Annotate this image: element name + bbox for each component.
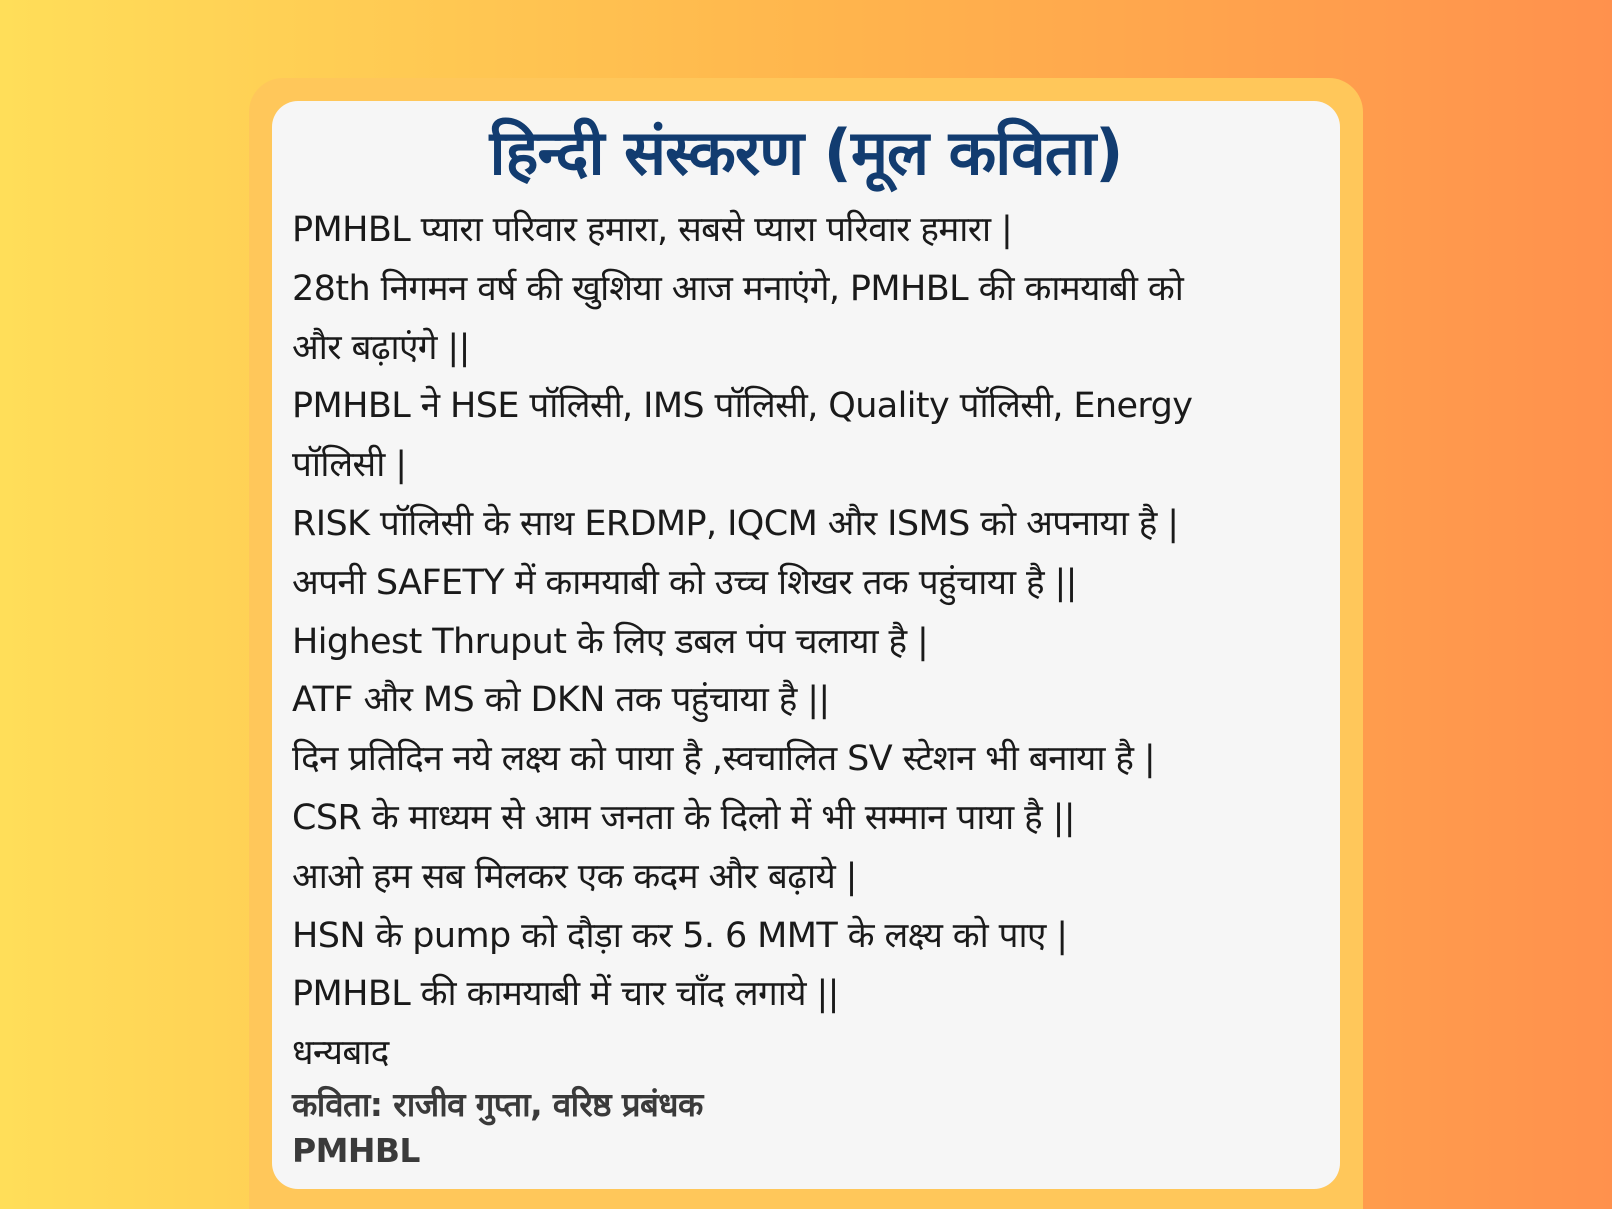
poem-line: और बढ़ाएंगे || <box>292 327 470 368</box>
page-title: हिन्दी संस्करण (मूल कविता) <box>489 116 1123 189</box>
thanks-text: धन्यबाद <box>292 1033 389 1074</box>
poem-line: CSR के माध्यम से आम जनता के दिलो में भी सम्मान पाया है || <box>292 797 1075 838</box>
poem-line: अपनी SAFETY में कामयाबी को उच्च शिखर तक पहुंचाया है || <box>292 562 1077 603</box>
poem-line: ATF और MS को DKN तक पहुंचाया है || <box>292 680 830 721</box>
poem-line: 28th निगमन वर्ष की खुशिया आज मनाएंगे, PMHBL की कामयाबी को <box>292 268 1184 309</box>
poem-card <box>272 101 1340 1189</box>
poem-line: PMHBL ने HSE पॉलिसी, IMS पॉलिसी, Quality पॉलिसी, Energy <box>292 386 1193 427</box>
organization-name: PMHBL <box>292 1131 420 1171</box>
poem-line: पॉलिसी | <box>292 445 407 486</box>
poem-line: RISK पॉलिसी के साथ ERDMP, IQCM और ISMS को अपनाया है | <box>292 503 1179 544</box>
poem-line: PMHBL प्यारा परिवार हमारा, सबसे प्यारा परिवार हमारा | <box>292 210 1013 250</box>
poem-line: दिन प्रतिदिन नये लक्ष्य को पाया है ,स्वचालित SV स्टेशन भी बनाया है | <box>292 739 1156 780</box>
author-credit: कविता: राजीव गुप्ता, वरिष्ठ प्रबंधक <box>292 1085 703 1125</box>
poem-line: PMHBL की कामयाबी में चार चाँद लगाये || <box>292 974 839 1015</box>
poem-line: HSN के pump को दौड़ा कर 5. 6 MMT के लक्ष्य को पाए | <box>292 915 1068 956</box>
poem-line: आओ हम सब मिलकर एक कदम और बढ़ाये | <box>292 856 857 897</box>
poem-body <box>292 201 1320 1024</box>
poem-line: Highest Thruput के लिए डबल पंप चलाया है | <box>292 621 929 662</box>
